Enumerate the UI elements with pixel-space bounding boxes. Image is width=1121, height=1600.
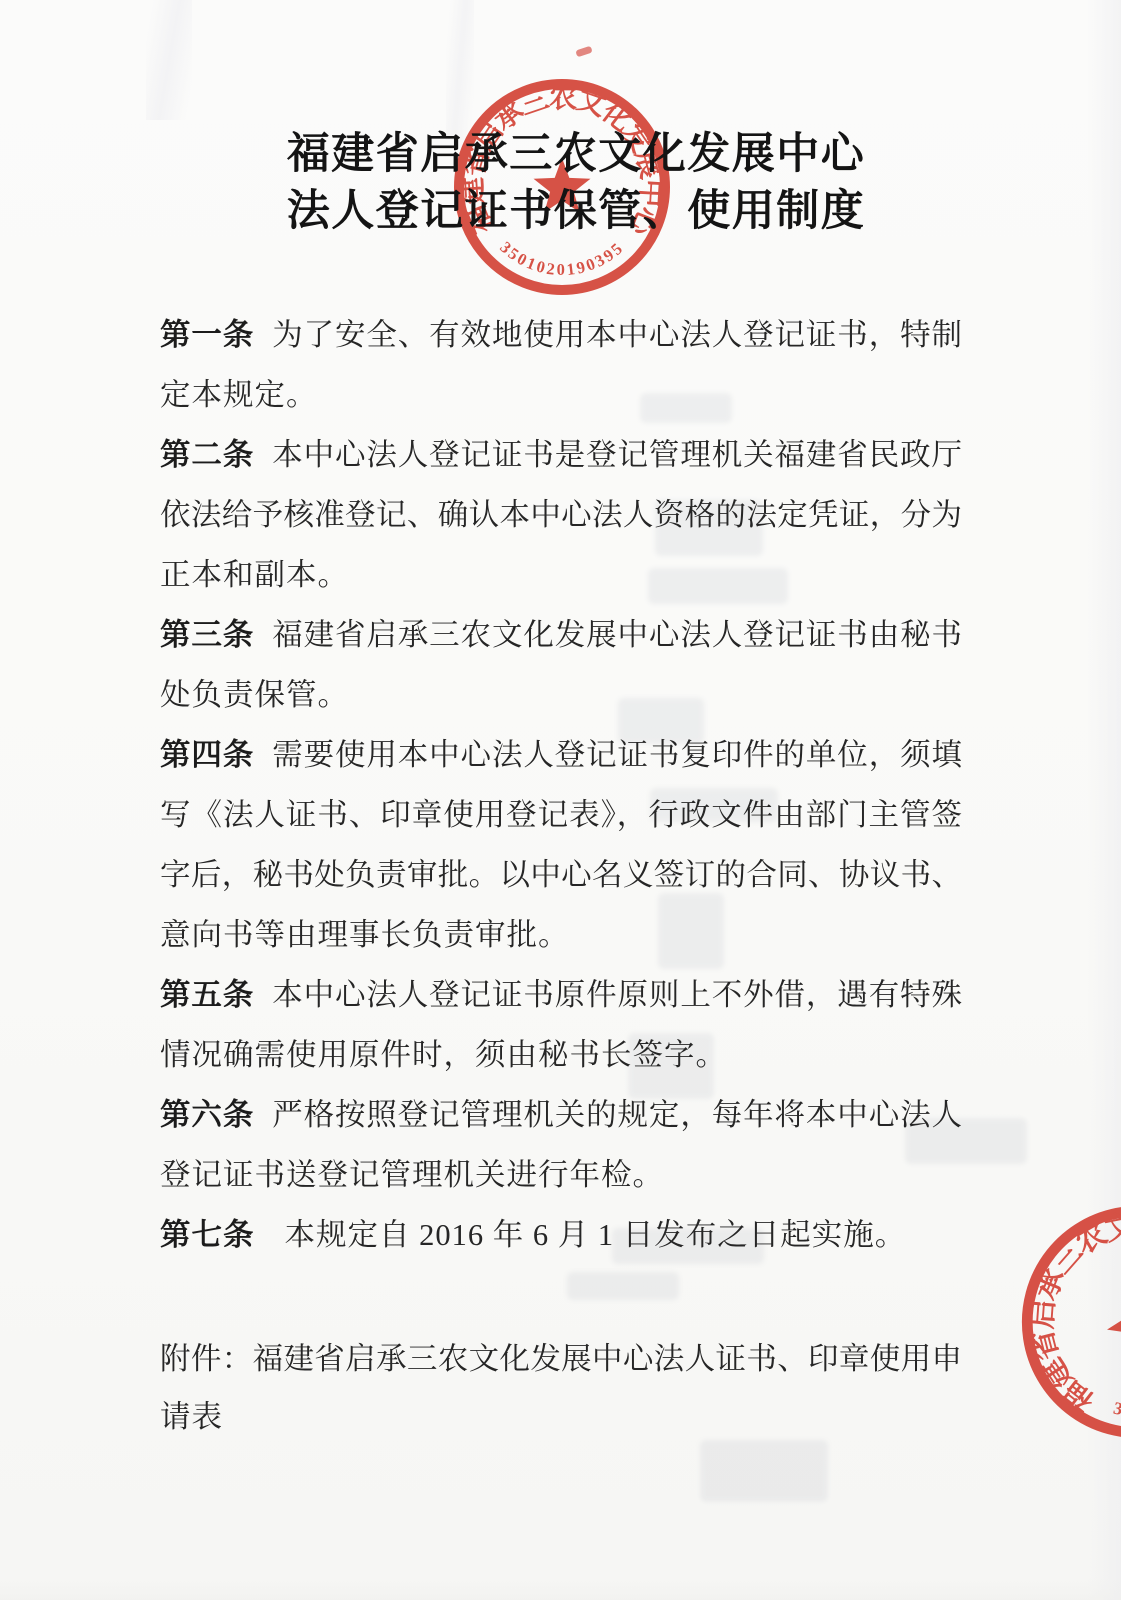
body-text: 处负责保管。 bbox=[160, 678, 349, 712]
official-seal-bottom bbox=[962, 1146, 1121, 1498]
body-text: 正本和副本。 bbox=[160, 558, 349, 592]
scan-streak bbox=[146, 0, 192, 120]
article-number: 第三条 bbox=[160, 618, 255, 652]
body-text: 严格按照登记管理机关的规定，每年将本中心法人 bbox=[272, 1098, 962, 1132]
article-number: 第二条 bbox=[160, 438, 255, 472]
body-line bbox=[160, 545, 962, 605]
body-line bbox=[160, 605, 962, 665]
body-line bbox=[160, 1145, 962, 1205]
body-text: 本规定自 2016 年 6 月 1 日发布之日起实施。 bbox=[284, 1218, 907, 1252]
bleed-through-mark bbox=[567, 1272, 679, 1300]
document-title bbox=[176, 126, 976, 240]
body-text: 登记证书送登记管理机关进行年检。 bbox=[160, 1158, 664, 1192]
body-line bbox=[160, 425, 962, 485]
body-line bbox=[160, 1085, 962, 1145]
attachment-note bbox=[160, 1330, 962, 1446]
body-text: 本中心法人登记证书原件原则上不外借，遇有特殊 bbox=[272, 978, 962, 1012]
attachment-line: 附件：福建省启承三农文化发展中心法人证书、印章使用申 bbox=[160, 1342, 962, 1376]
body-text: 字后，秘书处负责审批。以中心名义签订的合同、协议书、 bbox=[160, 858, 962, 892]
body-line bbox=[160, 905, 962, 965]
body-line bbox=[160, 725, 962, 785]
body-text: 情况确需使用原件时，须由秘书长签字。 bbox=[160, 1038, 727, 1072]
document-body bbox=[160, 305, 962, 1265]
body-text: 需要使用本中心法人登记证书复印件的单位，须填 bbox=[272, 738, 962, 772]
body-line bbox=[160, 1205, 962, 1265]
body-line bbox=[160, 965, 962, 1025]
article-number: 第一条 bbox=[160, 318, 255, 352]
body-text: 本中心法人登记证书是登记管理机关福建省民政厅 bbox=[272, 438, 962, 472]
body-line bbox=[160, 665, 962, 725]
attachment-line: 请表 bbox=[160, 1400, 223, 1434]
body-text: 福建省启承三农文化发展中心法人登记证书由秘书 bbox=[272, 618, 962, 652]
body-line bbox=[160, 485, 962, 545]
scan-streak bbox=[0, 1578, 1121, 1600]
body-text: 写《法人证书、印章使用登记表》，行政文件由部门主管签 bbox=[160, 798, 962, 832]
body-text: 为了安全、有效地使用本中心法人登记证书，特制 bbox=[272, 318, 962, 352]
article-number: 第六条 bbox=[160, 1098, 255, 1132]
body-line bbox=[160, 785, 962, 845]
body-text: 依法给予核准登记、确认本中心法人资格的法定凭证，分为 bbox=[160, 498, 962, 532]
seal-ink-speck bbox=[575, 46, 592, 58]
title-line-1: 福建省启承三农文化发展中心 bbox=[286, 130, 866, 178]
bleed-through-mark bbox=[700, 1440, 828, 1502]
body-text: 意向书等由理事长负责审批。 bbox=[160, 918, 570, 952]
body-line bbox=[160, 365, 962, 425]
body-line bbox=[160, 305, 962, 365]
article-number: 第五条 bbox=[160, 978, 255, 1012]
body-line bbox=[160, 1025, 962, 1085]
article-number: 第七条 bbox=[160, 1218, 255, 1252]
article-number: 第四条 bbox=[160, 738, 255, 772]
title-line-2: 法人登记证书保管、使用制度 bbox=[286, 187, 866, 235]
body-text: 定本规定。 bbox=[160, 378, 318, 412]
body-line bbox=[160, 845, 962, 905]
